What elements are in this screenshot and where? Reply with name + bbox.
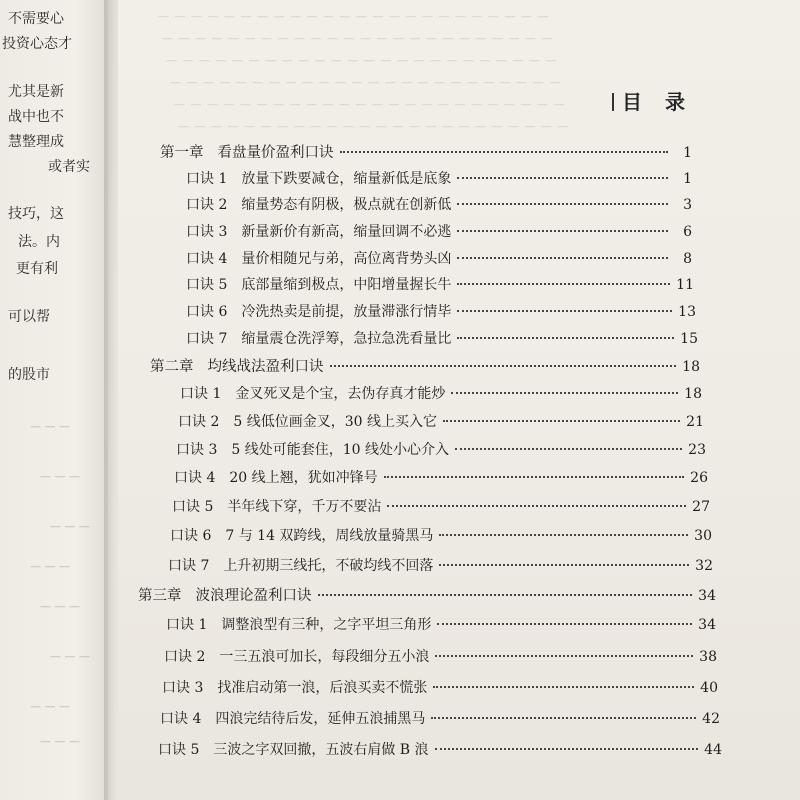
toc-entry-title: 金叉死叉是个宝，去伪存真才能炒 [235, 386, 446, 402]
toc-entry-label: 第二章 [150, 359, 194, 375]
toc-entry-title: 看盘量价盈利口诀 [217, 145, 334, 161]
left-page-text-line: 可以帮 [8, 309, 50, 325]
toc-item-row [174, 467, 708, 487]
dot-leader [457, 283, 670, 285]
dot-leader [457, 203, 668, 205]
toc-entry-title: 冷洗热卖是前提，放量滞涨行情毕 [241, 304, 452, 320]
toc-entry-title: 调整浪型有三种，之字平坦三角形 [221, 617, 432, 633]
toc-entry-title: 量价相随兄与弟，高位离背势头凶 [241, 251, 452, 267]
left-page-text-line: 技巧，这 [8, 206, 64, 222]
left-page-text-line: 慧整理成 [8, 134, 64, 150]
toc-item-row [176, 439, 706, 459]
dot-leader [457, 230, 668, 232]
dot-leader [439, 534, 688, 536]
dot-leader [431, 717, 696, 719]
toc-entry-title: 5 线处可能套住，10 线处小心介入 [231, 442, 449, 458]
toc-entry-label: 口诀 3 [176, 442, 218, 458]
toc-item-row [186, 221, 692, 241]
dot-leader [443, 420, 680, 422]
dot-leader [340, 151, 669, 153]
toc-entry-label: 口诀 6 [170, 528, 212, 544]
dot-leader [451, 392, 678, 394]
bleed-through-mark: — — — — — — — — — — — — — — — — — — — — — — — — [178, 120, 570, 133]
left-page-text-line: 投资心态才 [2, 36, 72, 52]
toc-page-number: 38 [699, 649, 717, 665]
toc-entry-title: 缩量震仓洗浮筹，急拉急洗看量比 [241, 331, 452, 347]
toc-page-number: 18 [682, 359, 700, 375]
toc-entry-label: 口诀 5 [172, 499, 214, 515]
toc-title-text: 目 录 [622, 90, 693, 114]
left-page-text-line: 法。内 [18, 234, 60, 250]
dot-leader [457, 257, 668, 259]
toc-page-number: 13 [678, 304, 696, 320]
toc-page-number: 44 [704, 742, 722, 758]
toc-page-number: 1 [683, 145, 692, 161]
toc-entry-label: 口诀 7 [186, 331, 228, 347]
dot-leader [433, 686, 694, 688]
toc-entry-title: 5 线低位画金叉，30 线上买入它 [233, 414, 437, 430]
toc-item-row [186, 328, 698, 348]
toc-entry-label: 口诀 6 [186, 304, 228, 320]
toc-entry-label: 口诀 4 [160, 711, 202, 727]
toc-item-row [186, 248, 692, 268]
toc-entry-label: 口诀 3 [162, 680, 204, 696]
toc-item-row [186, 168, 692, 188]
toc-entry-title: 上升初期三线托，不破均线不回落 [223, 558, 434, 574]
toc-entry-title: 三波之字双回撤，五波右肩做 B 浪 [213, 742, 429, 758]
dot-leader [439, 564, 689, 566]
toc-page-number: 34 [698, 588, 716, 604]
bleed-through-mark: — — — [40, 470, 80, 483]
toc-item-row [186, 274, 694, 294]
dot-leader [437, 623, 692, 625]
dot-leader [455, 448, 682, 450]
dot-leader [387, 505, 686, 507]
left-page [0, 0, 108, 800]
toc-entry-label: 口诀 5 [158, 742, 200, 758]
toc-entry-title: 底部量缩到极点，中阳增量握长牛 [241, 277, 452, 293]
bleed-through-mark: — — — — — — — — — — — — — — — — — — — — — — — — [174, 98, 566, 111]
bleed-through-mark: — — — [40, 735, 80, 748]
toc-entry-title: 波浪理论盈利口诀 [195, 588, 312, 604]
bleed-through-mark: — — — — — — — — — — — — — — — — — — — — — — — — [166, 54, 558, 67]
toc-item-row [168, 555, 713, 575]
bleed-through-mark: — — — — — — — — — — — — — — — — — — — — — — — — [162, 32, 554, 45]
toc-entry-label: 口诀 4 [186, 251, 228, 267]
bleed-through-mark: — — — [30, 560, 70, 573]
toc-page-number: 30 [694, 528, 712, 544]
toc-page-number: 26 [690, 470, 708, 486]
toc-entry-title: 放量下跌要减仓，缩量新低是底象 [241, 171, 452, 187]
bleed-through-mark: — — — — — — — — — — — — — — — — — — — — — — — — [158, 10, 550, 23]
toc-page-number: 11 [676, 277, 694, 293]
left-page-text-line: 更有利 [16, 261, 58, 277]
bleed-through-mark: — — — — — — — — — — — — — — — — — — — — — — — — [170, 76, 562, 89]
dot-leader [435, 748, 698, 750]
toc-item-row [164, 646, 717, 666]
toc-chapter-row [160, 141, 692, 162]
toc-item-row [186, 194, 692, 214]
toc-page-number: 15 [680, 331, 698, 347]
toc-page-number: 1 [683, 171, 692, 187]
toc-entry-title: 四浪完结待后发，延伸五浪捕黑马 [215, 711, 426, 727]
dot-leader [384, 476, 684, 478]
toc-page-number: 18 [684, 386, 702, 402]
left-page-text-line: 不需要心 [8, 11, 64, 27]
toc-page-number: 8 [683, 251, 692, 267]
toc-item-row [170, 525, 712, 545]
left-page-text-line: 尤其是新 [8, 84, 64, 100]
toc-page-number: 3 [683, 197, 692, 213]
toc-item-row [172, 496, 710, 516]
toc-item-row [166, 614, 716, 634]
toc-page-number: 42 [702, 711, 720, 727]
toc-entry-title: 缩量势态有阴极，极点就在创新低 [241, 197, 452, 213]
toc-title [612, 86, 693, 115]
toc-page-number: 23 [688, 442, 706, 458]
bleed-through-mark: — — — [40, 600, 80, 613]
bleed-through-mark: — — — [50, 650, 90, 663]
toc-entry-label: 口诀 2 [186, 197, 228, 213]
toc-item-row [160, 708, 720, 728]
toc-page-number: 40 [700, 680, 718, 696]
toc-entry-label: 口诀 2 [164, 649, 206, 665]
toc-entry-title: 7 与 14 双跨线，周线放量骑黑马 [225, 528, 434, 544]
bleed-through-mark: — — — [50, 520, 90, 533]
toc-entry-label: 口诀 2 [178, 414, 220, 430]
toc-entry-label: 第三章 [138, 588, 182, 604]
toc-item-row [180, 383, 702, 403]
toc-entry-label: 口诀 4 [174, 470, 216, 486]
toc-entry-label: 口诀 7 [168, 558, 210, 574]
toc-item-row [158, 739, 722, 759]
toc-entry-title: 20 线上翘，犹如冲锋号 [229, 470, 378, 486]
dot-leader [330, 365, 677, 367]
left-page-text-line: 战中也不 [8, 109, 64, 125]
toc-entry-title: 找准启动第一浪，后浪买卖不慌张 [217, 680, 428, 696]
bleed-through-mark: — — — [30, 700, 70, 713]
toc-entry-title: 新量新价有新高，缩量回调不必逃 [241, 224, 452, 240]
toc-page-number: 21 [686, 414, 704, 430]
toc-entry-label: 口诀 1 [180, 386, 222, 402]
toc-item-row [162, 677, 718, 697]
toc-entry-title: 一三五浪可加长，每段细分五小浪 [219, 649, 430, 665]
left-page-text-line: 或者实 [48, 159, 90, 175]
toc-entry-label: 口诀 3 [186, 224, 228, 240]
toc-entry-label: 口诀 1 [186, 171, 228, 187]
dot-leader [318, 594, 693, 596]
toc-entry-label: 第一章 [160, 145, 204, 161]
title-bar-mark [612, 93, 614, 111]
toc-item-row [186, 301, 696, 321]
dot-leader [435, 655, 693, 657]
toc-chapter-row [150, 355, 700, 376]
toc-item-row [178, 411, 704, 431]
toc-page-number: 6 [683, 224, 692, 240]
toc-page-number: 32 [695, 558, 713, 574]
dot-leader [457, 337, 674, 339]
dot-leader [457, 310, 672, 312]
toc-entry-label: 口诀 1 [166, 617, 208, 633]
toc-chapter-row [138, 584, 716, 605]
toc-entry-title: 均线战法盈利口诀 [207, 359, 324, 375]
toc-entry-title: 半年线下穿，千万不要沾 [227, 499, 382, 515]
left-page-text-line: 的股市 [8, 367, 50, 383]
toc-page-number: 34 [698, 617, 716, 633]
toc-entry-label: 口诀 5 [186, 277, 228, 293]
dot-leader [457, 177, 668, 179]
toc-page-number: 27 [692, 499, 710, 515]
bleed-through-mark: — — — [30, 420, 70, 433]
